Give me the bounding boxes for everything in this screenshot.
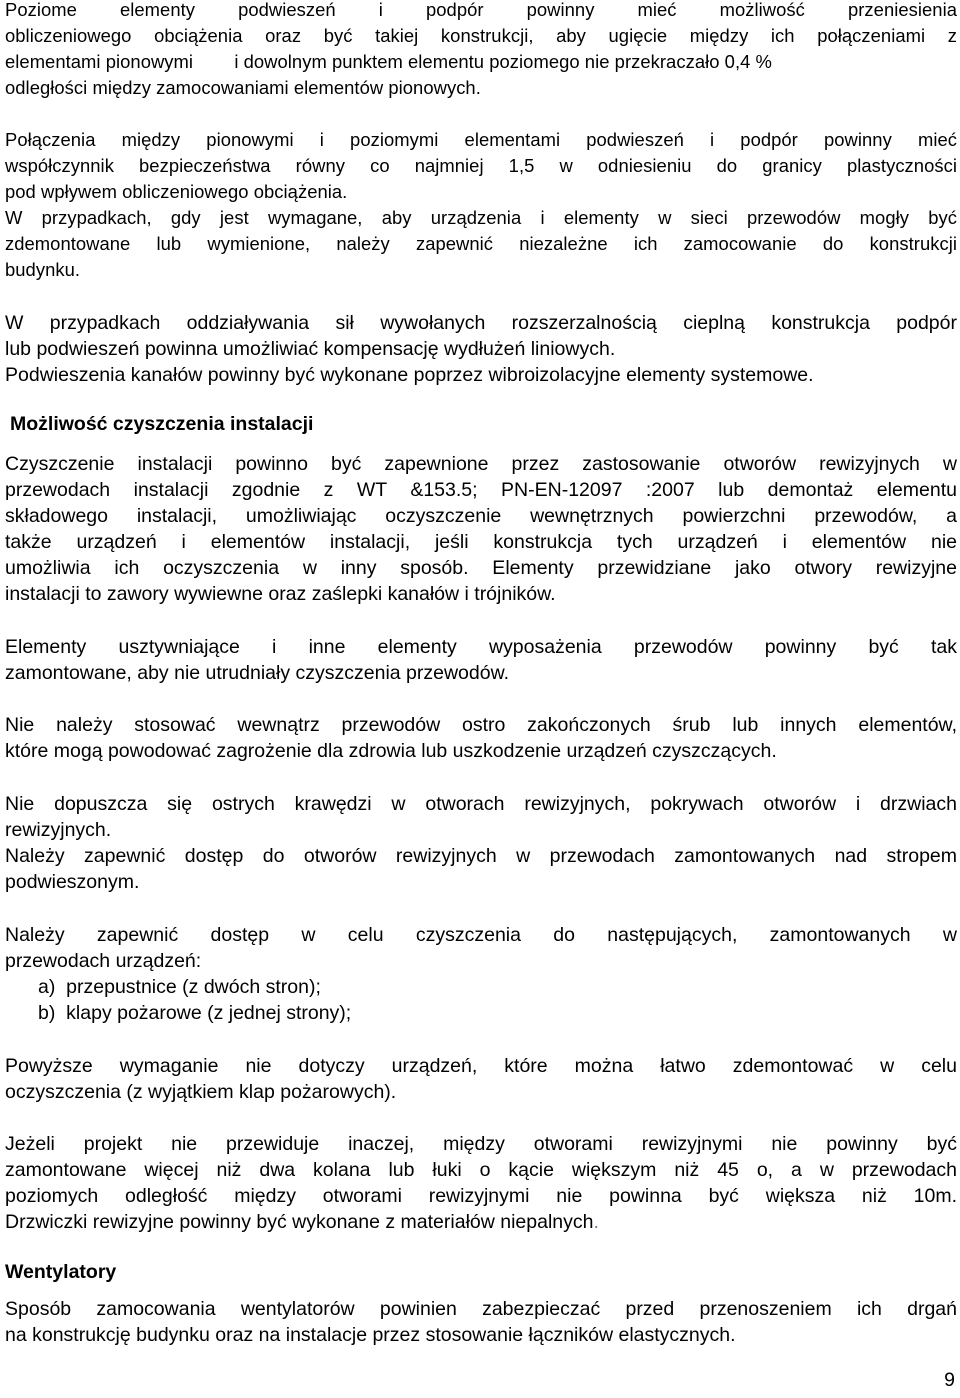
paragraph-line: zamontowane, aby nie utrudniały czyszczenia przewodów. bbox=[5, 662, 510, 684]
paragraph-line: podwieszonym. bbox=[5, 871, 140, 893]
paragraph-line: Jeżeli projekt nie przewiduje inaczej, między otworami rewizyjnymi nie powinny być bbox=[5, 1133, 957, 1155]
paragraph-line: budynku. bbox=[5, 259, 81, 280]
paragraph-line: Podwieszenia kanałów powinny być wykonane poprzez wibroizolacyjne elementy systemowe. bbox=[5, 364, 814, 386]
page-number: 9 bbox=[944, 1369, 955, 1391]
paragraph-line: Należy zapewnić dostęp w celu czyszczenia do następujących, zamontowanych w bbox=[5, 924, 957, 946]
paragraph-line: W przypadkach oddziaływania sił wywołanych rozszerzalnością cieplną konstrukcja podpór bbox=[5, 312, 957, 334]
paragraph-line: lub podwieszeń powinna umożliwiać kompensację wydłużeń liniowych. bbox=[5, 338, 616, 360]
list-item: a) przepustnice (z dwóch stron); bbox=[38, 976, 321, 998]
paragraph-line: składowego instalacji, umożliwiając oczyszczenie wewnętrznych powierzchni przewodów, a bbox=[5, 505, 957, 527]
paragraph-line: które mogą powodować zagrożenie dla zdrowia lub uszkodzenie urządzeń czyszczących. bbox=[5, 740, 777, 762]
section-heading: Wentylatory bbox=[5, 1261, 117, 1283]
paragraph-line: Należy zapewnić dostęp do otworów rewizyjnych w przewodach zamontowanych nad stropem bbox=[5, 845, 957, 867]
paragraph-line: elementami pionowymi i dowolnym punktem elementu poziomego nie przekraczało 0,4 % bbox=[5, 51, 772, 72]
paragraph-line: odległości między zamocowaniami elementów pionowych. bbox=[5, 77, 481, 98]
paragraph-line: obliczeniowego obciążenia oraz być takiej konstrukcji, aby ugięcie między ich połączeniami z bbox=[5, 25, 957, 46]
paragraph-line: Nie dopuszcza się ostrych krawędzi w otworach rewizyjnych, pokrywach otworów i drzwiach bbox=[5, 793, 957, 815]
paragraph-line: instalacji to zawory wywiewne oraz zaślepki kanałów i trójników. bbox=[5, 583, 556, 605]
paragraph-line: Sposób zamocowania wentylatorów powinien zabezpieczać przed przenoszeniem ich drgań bbox=[5, 1298, 957, 1320]
paragraph-end-dot: . bbox=[593, 1211, 599, 1233]
paragraph-line bbox=[5, 1209, 957, 1235]
paragraph-line: Czyszczenie instalacji powinno być zapewnione przez zastosowanie otworów rewizyjnych w bbox=[5, 453, 957, 475]
paragraph-line: Nie należy stosować wewnątrz przewodów ostro zakończonych śrub lub innych elementów, bbox=[5, 714, 957, 736]
paragraph-line: zdemontowane lub wymienione, należy zapewnić niezależne ich zamocowanie do konstrukcji bbox=[5, 233, 957, 254]
paragraph-line: W przypadkach, gdy jest wymagane, aby urządzenia i elementy w sieci przewodów mogły być bbox=[5, 207, 957, 228]
paragraph-line: na konstrukcję budynku oraz na instalacje przez stosowanie łączników elastycznych. bbox=[5, 1324, 736, 1346]
list-item: b) klapy pożarowe (z jednej strony); bbox=[38, 1002, 352, 1024]
paragraph-line: także urządzeń i elementów instalacji, jeśli konstrukcja tych urządzeń i elementów nie bbox=[5, 531, 957, 553]
paragraph-line: Powyższe wymaganie nie dotyczy urządzeń, które można łatwo zdemontować w celu bbox=[5, 1055, 957, 1077]
paragraph-line: oczyszczenia (z wyjątkiem klap pożarowych). bbox=[5, 1081, 397, 1103]
paragraph-line: pod wpływem obliczeniowego obciążenia. bbox=[5, 181, 348, 202]
paragraph-line: Poziome elementy podwieszeń i podpór powinny mieć możliwość przeniesienia bbox=[5, 0, 957, 20]
section-heading: Możliwość czyszczenia instalacji bbox=[10, 413, 314, 435]
paragraph-line: zamontowane więcej niż dwa kolana lub łuki o kącie większym niż 45 o, a w przewodach bbox=[5, 1159, 957, 1181]
paragraph-line: umożliwia ich oczyszczenia w inny sposób. Elementy przewidziane jako otwory rewizyjne bbox=[5, 557, 957, 579]
paragraph-line: przewodach instalacji zgodnie z WT &153.5; PN-EN-12097 :2007 lub demontaż elementu bbox=[5, 479, 957, 501]
paragraph-line: przewodach urządzeń: bbox=[5, 950, 202, 972]
paragraph-line: Elementy usztywniające i inne elementy wyposażenia przewodów powinny być tak bbox=[5, 636, 957, 658]
paragraph-line: współczynnik bezpieczeństwa równy co najmniej 1,5 w odniesieniu do granicy plastyczności bbox=[5, 155, 957, 176]
paragraph-text: Drzwiczki rewizyjne powinny być wykonane z materiałów niepalnych bbox=[5, 1211, 594, 1233]
paragraph-line: poziomych odległość między otworami rewizyjnymi nie powinna być większa niż 10m. bbox=[5, 1185, 957, 1207]
paragraph-line: rewizyjnych. bbox=[5, 819, 112, 841]
paragraph-line: Połączenia między pionowymi i poziomymi elementami podwieszeń i podpór powinny mieć bbox=[5, 129, 957, 150]
